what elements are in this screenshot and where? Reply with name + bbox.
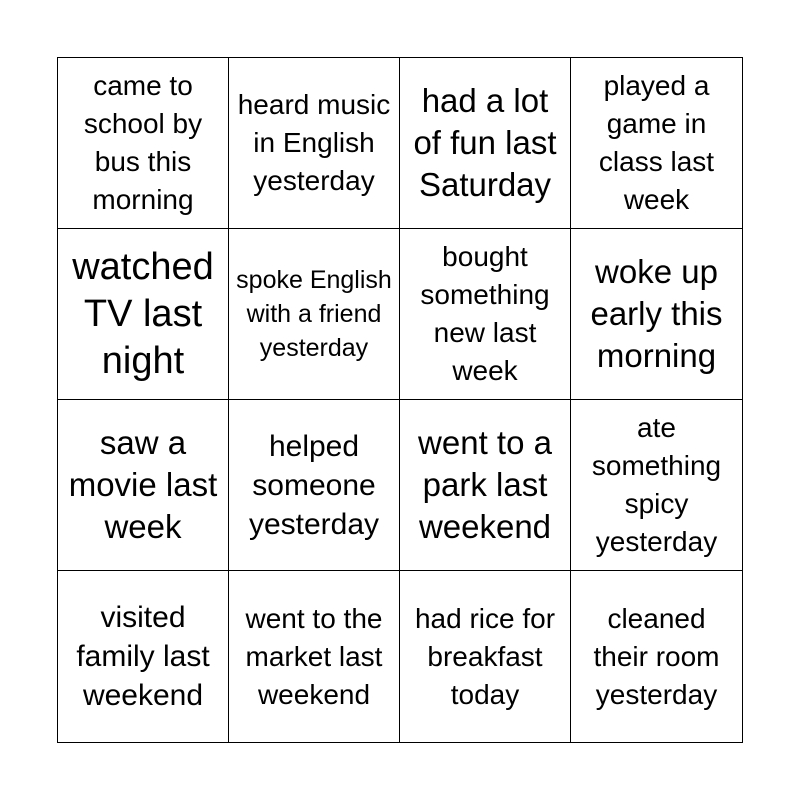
bingo-cell-text: helped someone yesterday (248, 429, 380, 541)
bingo-cell-text: cleaned their room yesterday (593, 602, 720, 710)
bingo-cell-r2c3[interactable] (400, 229, 571, 400)
bingo-cell-text: woke up early this morning (590, 253, 723, 374)
bingo-cell-r1c3[interactable] (400, 58, 571, 229)
bingo-cell-r4c4[interactable] (571, 571, 742, 742)
bingo-cell-text: had a lot of fun last Saturday (413, 82, 557, 203)
bingo-cell-r3c2[interactable] (229, 400, 400, 571)
bingo-cell-text: saw a movie last week (68, 424, 218, 545)
bingo-cell-r2c2[interactable] (229, 229, 400, 400)
bingo-cell-r4c3[interactable] (400, 571, 571, 742)
bingo-cell-text: bought something new last week (420, 241, 550, 386)
bingo-cell-text: visited family last weekend (76, 601, 210, 712)
bingo-cell-r4c1[interactable] (58, 571, 229, 742)
bingo-cell-r3c3[interactable] (400, 400, 571, 571)
bingo-board (57, 57, 743, 743)
bingo-cell-text: watched TV last night (72, 245, 214, 382)
bingo-cell-r2c1[interactable] (58, 229, 229, 400)
bingo-cell-r4c2[interactable] (229, 571, 400, 742)
bingo-cell-text: had rice for breakfast today (414, 602, 556, 710)
bingo-cell-text: went to the market last weekend (245, 602, 383, 710)
bingo-cell-text: ate something spicy yesterday (591, 412, 722, 557)
bingo-cell-text: heard music in English yesterday (237, 89, 391, 196)
bingo-cell-r3c4[interactable] (571, 400, 742, 571)
bingo-cell-text: spoke English with a friend yesterday (236, 266, 392, 362)
bingo-cell-r2c4[interactable] (571, 229, 742, 400)
bingo-cell-r1c2[interactable] (229, 58, 400, 229)
bingo-cell-r1c4[interactable] (571, 58, 742, 229)
bingo-cell-text: went to a park last weekend (418, 424, 552, 545)
bingo-cell-r1c1[interactable] (58, 58, 229, 229)
bingo-cell-r3c1[interactable] (58, 400, 229, 571)
bingo-cell-text: came to school by bus this morning (83, 70, 203, 215)
bingo-cell-text: played a game in class last week (598, 70, 715, 215)
